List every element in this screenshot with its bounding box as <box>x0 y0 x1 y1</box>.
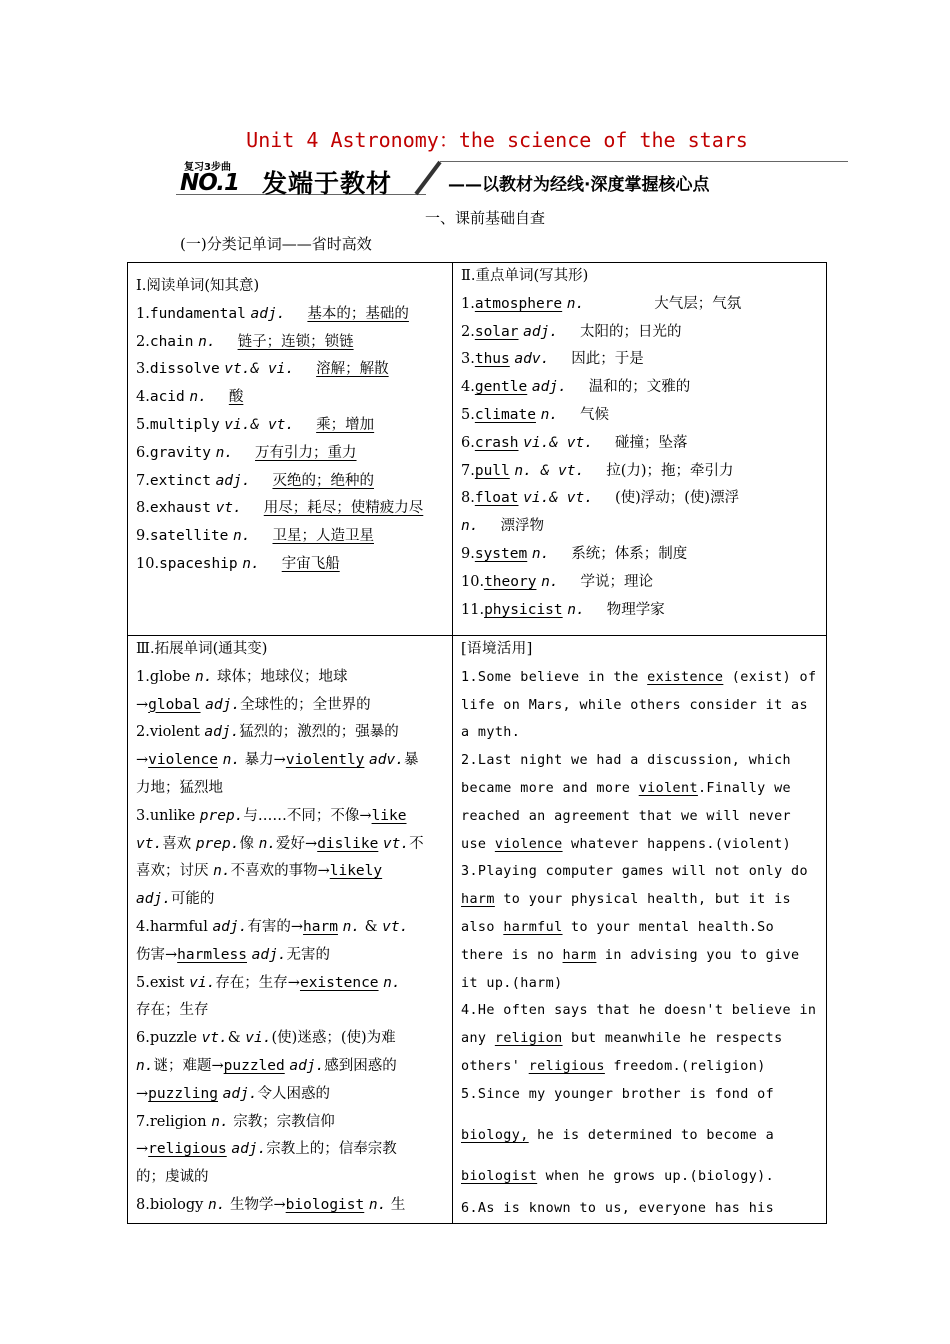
item-meaning: 因此；于是 <box>571 351 644 368</box>
part-of-speech: n. <box>213 863 231 880</box>
item-pos: adv. <box>514 351 550 368</box>
context-line <box>461 1025 816 1053</box>
item-number: 1. <box>136 305 150 322</box>
context-line <box>461 719 816 747</box>
text-segment: 4.harmful <box>136 918 213 935</box>
extended-word-line <box>136 803 444 831</box>
part-of-speech: vt. <box>201 1030 228 1047</box>
item-pos: adj. <box>250 305 286 322</box>
answer-word: religious <box>148 1141 227 1158</box>
answer-word: existence <box>299 974 379 991</box>
text-segment: (exist) of <box>723 669 817 685</box>
part-of-speech: adj. <box>251 946 287 963</box>
item-answer: physicist <box>484 601 563 618</box>
item-number: 6. <box>136 444 150 461</box>
answer-word: religious <box>528 1058 605 1074</box>
part-of-speech: vt. <box>382 918 409 935</box>
extended-word-line <box>136 1025 444 1053</box>
text-segment: → <box>136 1141 149 1158</box>
reading-word-item <box>136 523 444 551</box>
answer-word: religion <box>494 1031 563 1047</box>
part-of-speech: vi. <box>189 974 216 991</box>
item-word: spaceship <box>159 555 238 572</box>
reading-word-item <box>136 551 444 579</box>
part3-heading: Ⅲ.拓展单词(通其变) <box>136 641 268 657</box>
text-segment: 爱好→ <box>276 835 318 852</box>
item-number: 11. <box>461 601 485 618</box>
item-pos: adj. <box>531 379 567 396</box>
part-of-speech: n. <box>222 752 241 769</box>
key-words-list <box>461 291 816 625</box>
item-number: 10. <box>136 555 160 572</box>
extended-word-line <box>136 914 444 942</box>
text-segment: use <box>461 836 495 852</box>
part-of-speech: adj. <box>289 1057 325 1074</box>
context-line <box>461 775 816 803</box>
extended-word-line <box>136 1164 444 1192</box>
item-meaning: 漂浮物 <box>500 518 544 535</box>
item-pos: adj. <box>215 472 251 489</box>
text-segment: 5.exist <box>136 974 190 991</box>
answer-word: violence <box>494 836 563 852</box>
item-answer: float <box>474 490 519 507</box>
text-segment: 生 <box>386 1196 406 1213</box>
answer-word: biologist <box>461 1168 538 1184</box>
reading-words-list <box>136 301 444 579</box>
slash-divider-icon <box>410 160 444 196</box>
context-line <box>461 970 816 998</box>
answer-word: likely <box>329 863 383 880</box>
text-segment: 存在；生存→ <box>215 974 300 991</box>
item-pos: n. <box>215 444 234 461</box>
text-segment: (使)迷惑；(使)为难 <box>271 1030 396 1047</box>
context-practice-cell <box>453 636 827 1224</box>
answer-word: violence <box>148 752 218 769</box>
section-heading: 一、课前基础自查 <box>425 209 546 227</box>
text-segment: in advising you to give <box>596 947 800 963</box>
item-meaning: 链子；连锁；锁链 <box>237 333 354 350</box>
extended-words-cell <box>128 636 453 1224</box>
context-sentences <box>461 664 816 1223</box>
item-meaning: 宇宙飞船 <box>281 555 340 572</box>
reading-word-item <box>136 329 444 357</box>
item-pos: vi.& vt. <box>224 416 295 433</box>
text-segment: 猛烈的；激烈的；强暴的 <box>239 724 399 741</box>
item-number: 8. <box>461 490 475 507</box>
key-word-item <box>461 458 816 486</box>
item-meaning: 碰撞；坠落 <box>614 434 688 451</box>
text-segment: 的；虔诚的 <box>136 1169 209 1186</box>
item-word: satellite <box>149 528 229 545</box>
item-meaning: 溶解；解散 <box>316 361 389 378</box>
key-words-cell <box>453 263 827 636</box>
item-answer: atmosphere <box>474 295 563 312</box>
item-word: extinct <box>149 472 211 489</box>
context-heading: [语境活用] <box>461 641 533 657</box>
text-segment: 3.unlike <box>136 807 200 824</box>
answer-word: harmless <box>177 946 247 963</box>
item-number: 2. <box>136 333 150 350</box>
text-segment: 宗教；宗教信仰 <box>228 1113 335 1130</box>
text-segment: & <box>227 1030 246 1047</box>
extended-word-line <box>136 775 444 803</box>
item-pos: n. <box>541 573 559 590</box>
extended-word-line <box>136 997 444 1025</box>
context-line <box>461 1195 816 1223</box>
extended-words-list <box>136 664 444 1220</box>
part-of-speech: adj. <box>231 1141 267 1158</box>
context-line <box>461 664 816 692</box>
extended-word-line <box>136 1081 444 1109</box>
part-of-speech: prep. <box>199 807 244 824</box>
text-segment: 2.Last night we had a discussion, which <box>461 753 792 769</box>
text-segment: any <box>461 1031 495 1047</box>
text-segment: to your mental health.So <box>562 919 775 935</box>
text-segment: became more and more <box>461 780 639 796</box>
extended-word-line <box>136 858 444 886</box>
reading-word-item <box>136 440 444 468</box>
item-pos: n. <box>198 333 216 350</box>
extended-word-line <box>136 886 444 914</box>
item-meaning: 温和的；文雅的 <box>588 379 691 396</box>
part1-heading: Ⅰ.阅读单词(知其意) <box>136 278 260 294</box>
text-segment: 5.Since my younger brother is fond of <box>461 1086 775 1102</box>
text-segment: 喜欢 <box>162 835 196 852</box>
item-meaning: 气候 <box>580 406 610 423</box>
item-pos: vi.& vt. <box>523 434 593 451</box>
banner-number: NO.1 <box>180 170 240 196</box>
item-number: 4. <box>136 389 150 406</box>
banner-subtitle: ——以教材为经线·深度掌握核心点 <box>448 175 710 195</box>
text-segment: a myth. <box>461 725 521 741</box>
item-number: 4. <box>461 379 475 396</box>
item-meaning: 系统；体系；制度 <box>571 545 688 562</box>
text-segment: 6.puzzle <box>136 1030 202 1047</box>
answer-word: harm <box>562 947 597 963</box>
text-segment: → <box>136 696 149 713</box>
item-pos: n. <box>461 518 479 535</box>
text-segment: he is determined to become a <box>528 1127 775 1143</box>
text-segment: freedom.(religion) <box>604 1058 766 1074</box>
answer-word: puzzling <box>148 1085 218 1102</box>
item-meaning: 万有引力；重力 <box>255 444 357 461</box>
item-number: 3. <box>461 351 475 368</box>
text-segment: 令人困惑的 <box>257 1085 331 1102</box>
item-word: multiply <box>149 416 220 433</box>
item-pos: n. <box>566 295 585 312</box>
part-of-speech: adj. <box>205 696 241 713</box>
item-number: 1. <box>461 295 475 312</box>
text-segment: .Finally we <box>697 780 792 796</box>
text-segment: 暴 <box>403 752 419 769</box>
context-line <box>461 747 816 775</box>
text-segment: 可能的 <box>170 891 215 908</box>
item-word: acid <box>149 389 185 406</box>
text-segment: 无害的 <box>286 946 331 963</box>
text-segment: 喜欢；讨厌 <box>136 863 214 880</box>
context-line <box>461 997 816 1025</box>
part-of-speech: n. <box>383 974 401 991</box>
part-of-speech: n. <box>136 1057 154 1074</box>
text-segment: 8.biology <box>136 1196 208 1213</box>
answer-word: existence <box>647 669 724 685</box>
item-number: 9. <box>461 545 475 562</box>
answer-word: dislike <box>317 835 379 852</box>
item-number: 2. <box>461 323 475 340</box>
part-of-speech: n. <box>194 668 213 685</box>
text-segment: 力地；猛烈地 <box>136 779 223 796</box>
item-answer: crash <box>474 434 519 451</box>
item-pos: vt.& vi. <box>224 361 295 378</box>
answer-word: biologist <box>285 1196 365 1213</box>
key-word-item <box>461 402 816 430</box>
item-meaning: 用尽；耗尽；使精疲力尽 <box>263 500 424 517</box>
text-segment: 宗教上的；信奉宗教 <box>266 1141 397 1158</box>
text-segment: it up.(harm) <box>461 975 563 991</box>
context-line <box>461 831 816 859</box>
key-word-item <box>461 541 816 569</box>
item-answer: pull <box>474 462 510 479</box>
text-segment: 不 <box>409 835 424 852</box>
answer-word: violently <box>285 752 365 769</box>
item-answer: system <box>474 545 528 562</box>
answer-word: harm <box>461 892 495 908</box>
item-pos: n. <box>233 528 251 545</box>
item-number: 5. <box>461 406 475 423</box>
text-segment: life on Mars, while others consider it as <box>461 697 808 713</box>
text-segment: 像 <box>239 835 259 852</box>
key-word-item <box>461 346 816 374</box>
extended-word-line <box>136 1109 444 1137</box>
part-of-speech: adj. <box>136 891 171 908</box>
text-segment: 全球性的；全世界的 <box>240 696 371 713</box>
item-meaning: 灭绝的；绝种的 <box>272 472 374 489</box>
item-meaning: 大气层；气氛 <box>654 295 742 312</box>
text-segment: 球体；地球仪；地球 <box>212 668 348 685</box>
context-line <box>461 1163 816 1195</box>
item-meaning: 学说；理论 <box>580 573 654 590</box>
answer-word: violent <box>638 780 698 796</box>
item-pos: vi.& vt. <box>523 490 593 507</box>
key-word-item <box>461 319 816 347</box>
context-line <box>461 914 816 942</box>
text-segment: 伤害→ <box>136 946 178 963</box>
text-segment: 生物学→ <box>225 1196 286 1213</box>
part-of-speech: n. <box>211 1113 229 1130</box>
text-segment: 感到困惑的 <box>324 1057 397 1074</box>
item-answer: theory <box>484 573 537 590</box>
item-pos: n. & vt. <box>514 462 585 479</box>
text-segment: 暴力→ <box>240 752 286 769</box>
item-number: 5. <box>136 416 150 433</box>
part-of-speech: n. <box>368 1196 387 1213</box>
part-of-speech: n. <box>207 1196 226 1213</box>
text-segment: whatever happens.(violent) <box>562 836 792 852</box>
part-of-speech: vt. <box>382 835 410 852</box>
text-segment: reached an agreement that we will never <box>461 808 792 824</box>
text-segment: → <box>136 752 149 769</box>
item-meaning: 物理学家 <box>606 601 665 618</box>
item-meaning: 卫星；人造卫星 <box>272 528 374 545</box>
text-segment: 2.violent <box>136 724 205 741</box>
banner-heading: 发端于教材 <box>262 169 393 198</box>
key-word-item <box>461 291 816 319</box>
reading-word-item <box>136 412 444 440</box>
item-meaning: 酸 <box>228 389 244 406</box>
text-segment: 1.Some believe in the <box>461 669 648 685</box>
text-segment: 谜；难题→ <box>153 1057 224 1074</box>
text-segment: 与……不同；不像→ <box>243 807 372 824</box>
context-line <box>461 1081 816 1122</box>
text-segment: also <box>461 919 504 935</box>
item-number: 10. <box>461 573 485 590</box>
part-of-speech: prep. <box>195 835 240 852</box>
key-word-item <box>461 374 816 402</box>
context-line <box>461 858 816 886</box>
context-line <box>461 692 816 720</box>
answer-word: global <box>148 696 201 713</box>
extended-word-line <box>136 970 444 998</box>
reading-word-item <box>136 356 444 384</box>
key-word-item <box>461 569 816 597</box>
item-number: 9. <box>136 528 150 545</box>
extended-word-line <box>136 747 444 775</box>
item-pos: adj. <box>523 323 559 340</box>
reading-word-item <box>136 495 444 523</box>
reading-word-item <box>136 384 444 412</box>
text-segment: others' <box>461 1058 529 1074</box>
key-word-item <box>461 485 816 513</box>
item-meaning: (使)浮动；(使)漂浮 <box>614 490 740 507</box>
answer-word: biology, <box>461 1127 529 1143</box>
item-meaning: 太阳的；日光的 <box>580 323 682 340</box>
answer-word: harm <box>303 918 338 935</box>
item-pos: n. <box>567 601 585 618</box>
extended-word-line <box>136 664 444 692</box>
item-meaning: 拉(力)；拖；牵引力 <box>606 462 734 479</box>
part-of-speech: adj. <box>204 724 240 741</box>
text-segment: 存在；生存 <box>136 1002 209 1019</box>
part-of-speech: adv. <box>369 752 404 769</box>
item-answer: solar <box>474 323 519 340</box>
section-banner <box>176 158 848 196</box>
context-line <box>461 803 816 831</box>
item-word: fundamental <box>149 305 246 322</box>
item-word: exhaust <box>149 500 211 517</box>
answer-word: puzzled <box>223 1057 285 1074</box>
context-line <box>461 886 816 914</box>
item-answer: thus <box>474 351 510 368</box>
text-segment: 6.As is known to us, everyone has his <box>461 1200 775 1216</box>
text-segment: → <box>136 1085 149 1102</box>
subsection-heading: (一)分类记单词——省时高效 <box>180 235 372 253</box>
answer-word: harmful <box>503 919 563 935</box>
item-pos: vt. <box>215 500 242 517</box>
text-segment: but meanwhile he respects <box>562 1031 783 1047</box>
item-pos: n. <box>540 406 559 423</box>
item-answer: climate <box>474 406 536 423</box>
banner-top-rule <box>440 161 848 162</box>
part2-heading: Ⅱ.重点单词(写其形) <box>461 268 589 284</box>
key-word-item <box>461 430 816 458</box>
text-segment: 有害的→ <box>247 918 304 935</box>
part-of-speech: n. <box>342 918 361 935</box>
item-number: 8. <box>136 500 150 517</box>
text-segment: 不喜欢的事物→ <box>230 863 330 880</box>
part-of-speech: adj. <box>222 1085 258 1102</box>
text-segment: 7.religion <box>136 1113 212 1130</box>
reading-words-cell <box>128 263 453 636</box>
extended-word-line <box>136 1136 444 1164</box>
context-line <box>461 1122 816 1163</box>
vocabulary-table <box>127 262 827 1224</box>
banner-step-label: 复习3步曲 <box>184 162 231 173</box>
text-segment: 4.He often says that he doesn't believe in <box>461 1003 817 1019</box>
page-title: Unit 4 Astronomy：the science of the stars <box>246 128 748 152</box>
item-word: dissolve <box>149 361 220 378</box>
item-pos: n. <box>531 545 550 562</box>
item-number: 3. <box>136 361 150 378</box>
reading-word-item <box>136 468 444 496</box>
extended-word-line <box>136 1192 444 1220</box>
part-of-speech: vi. <box>245 1030 272 1047</box>
text-segment: when he grows up.(biology). <box>537 1168 775 1184</box>
answer-word: like <box>371 807 407 824</box>
item-meaning: 基本的；基础的 <box>307 305 409 322</box>
context-line <box>461 1053 816 1081</box>
item-pos: n. <box>189 389 207 406</box>
item-number: 7. <box>461 462 475 479</box>
extended-word-line <box>136 692 444 720</box>
item-pos: n. <box>242 555 260 572</box>
item-number: 7. <box>136 472 150 489</box>
context-line <box>461 942 816 970</box>
extended-word-line <box>136 831 444 859</box>
item-meaning: 乘；增加 <box>316 416 375 433</box>
extended-word-line <box>136 1053 444 1081</box>
part-of-speech: adj. <box>212 918 248 935</box>
part-of-speech: n. <box>258 835 277 852</box>
item-word: chain <box>149 333 194 350</box>
key-word-item <box>461 597 816 625</box>
item-number: 6. <box>461 434 475 451</box>
text-segment: 1.globe <box>136 668 195 685</box>
text-segment: there is no <box>461 947 563 963</box>
text-segment: to your physical health, but it is <box>494 892 792 908</box>
item-word: gravity <box>149 444 211 461</box>
reading-word-item <box>136 301 444 329</box>
text-segment: 3.Playing computer games will not only do <box>461 864 808 880</box>
extended-word-line <box>136 719 444 747</box>
text-segment: & <box>360 918 383 935</box>
part-of-speech: vt. <box>136 835 163 852</box>
extended-word-line <box>136 942 444 970</box>
key-word-item-extra <box>461 513 816 541</box>
item-answer: gentle <box>474 379 528 396</box>
